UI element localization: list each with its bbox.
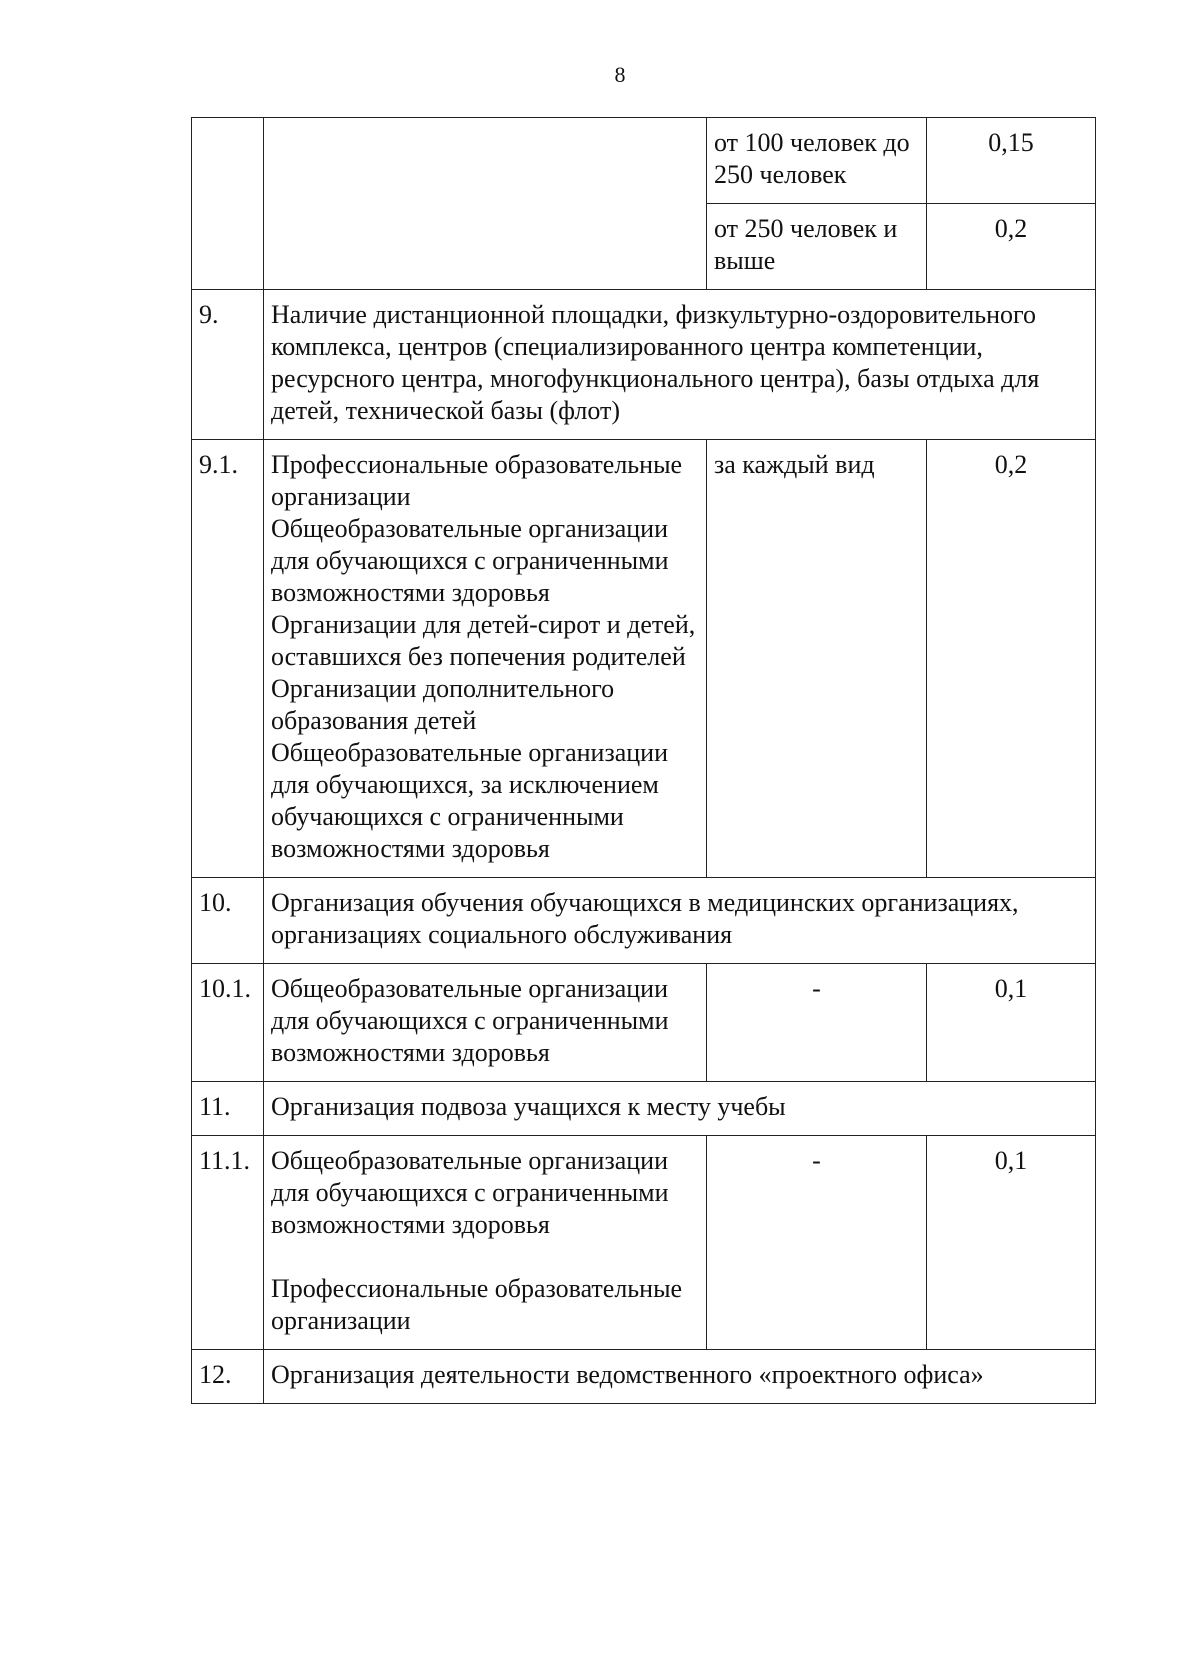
table-row [192,1082,1096,1136]
condition-cell: за каждый вид [707,440,927,878]
section-title-cell: Организация обучения обучающихся в медицинских организациях, организациях социального обслуживания [264,878,1096,964]
value-cell: 0,2 [927,204,1096,290]
org-type: Общеобразовательные организации для обучающихся, за исключением обучающихся с ограниченными возможностями здоровья [271,738,668,863]
name-cell [264,440,707,878]
value-cell: 0,1 [927,1136,1096,1350]
org-type: Профессиональные образовательные организации [271,450,683,511]
table-row [192,440,1096,878]
number-cell: 9. [192,290,264,440]
number-cell: 11. [192,1082,264,1136]
table-row [192,118,1096,204]
condition-cell: - [707,964,927,1082]
condition-cell: от 100 человек до 250 человек [707,118,927,204]
org-type: Профессиональные образовательные организации [271,1274,683,1335]
criteria-table [191,117,1096,1404]
section-title-cell: Наличие дистанционной площадки, физкультурно-оздоровительного комплекса, центров (специализированного центра компетенции, ресурсного центра, многофункционального центра), базы отдыха для детей, технической базы (флот) [264,290,1096,440]
table-row [192,878,1096,964]
value-cell: 0,15 [927,118,1096,204]
name-cell [264,1136,707,1350]
number-cell: 11.1. [192,1136,264,1350]
org-type: Организации для детей-сирот и детей, оставшихся без попечения родителей [271,610,696,671]
spacer [271,1241,699,1273]
number-cell [192,118,264,290]
org-type: Организации дополнительного образования детей [271,674,615,735]
page-number: 8 [614,62,626,87]
number-cell: 12. [192,1350,264,1404]
value-cell: 0,2 [927,440,1096,878]
condition-cell: - [707,1136,927,1350]
condition-cell: от 250 человек и выше [707,204,927,290]
table-row [192,290,1096,440]
org-type: Общеобразовательные организации для обучающихся с ограниченными возможностями здоровья [271,1146,669,1239]
section-title-cell: Организация деятельности ведомственного «проектного офиса» [264,1350,1096,1404]
name-cell [264,118,707,290]
table-row [192,964,1096,1082]
section-title-cell: Организация подвоза учащихся к месту учебы [264,1082,1096,1136]
number-cell: 10. [192,878,264,964]
value-cell: 0,1 [927,964,1096,1082]
number-cell: 9.1. [192,440,264,878]
table-row [192,1350,1096,1404]
number-cell: 10.1. [192,964,264,1082]
table-row [192,1136,1096,1350]
org-type: Общеобразовательные организации для обучающихся с ограниченными возможностями здоровья [271,514,669,607]
name-cell: Общеобразовательные организации для обучающихся с ограниченными возможностями здоровья [264,964,707,1082]
